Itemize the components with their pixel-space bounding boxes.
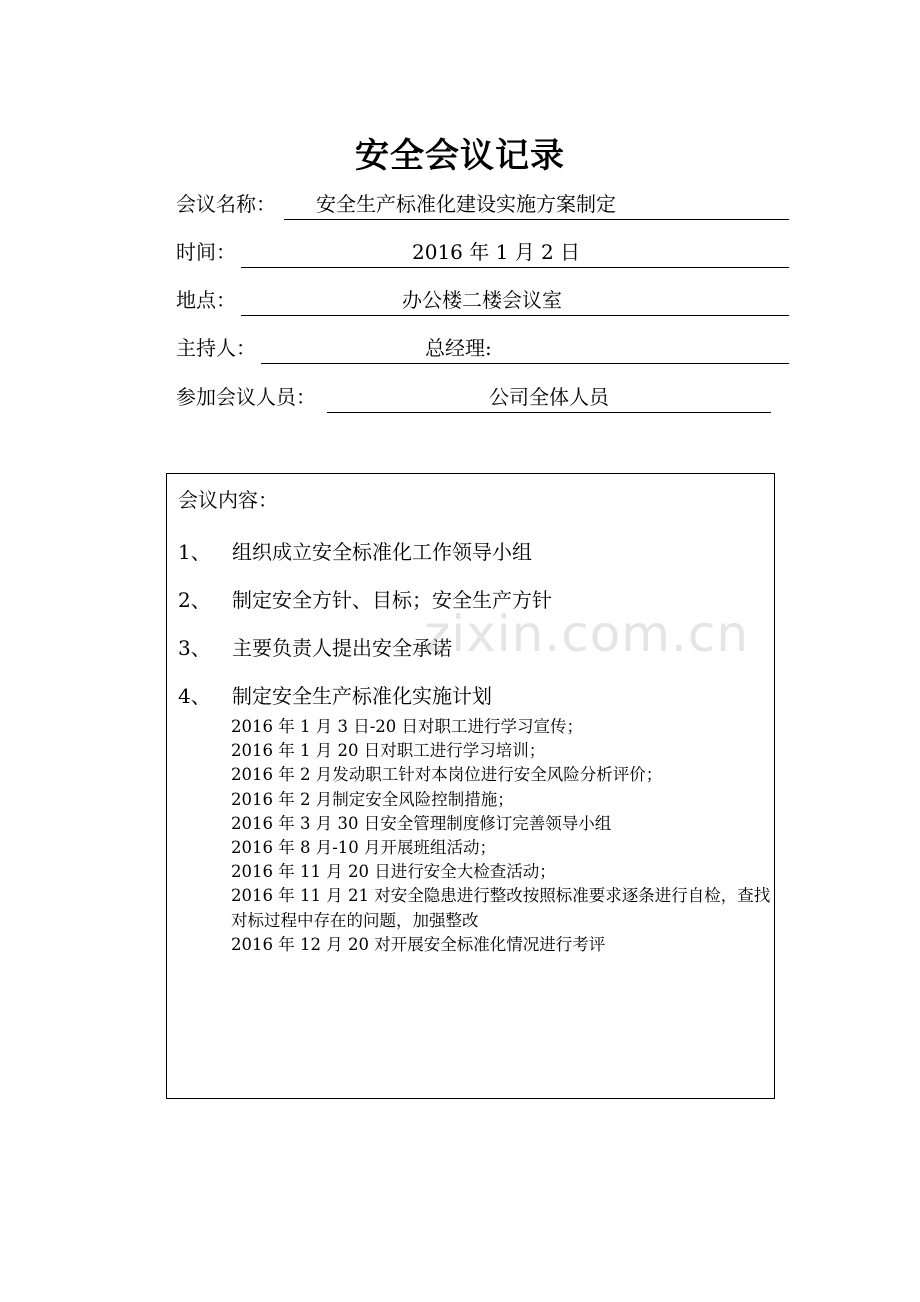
attendees-value: 公司全体人员	[489, 385, 609, 409]
content-item	[178, 680, 492, 709]
meeting-name-label: 会议名称：	[176, 192, 276, 216]
plan-line: 2016 年 1 月 3 日-20 日对职工进行学习宣传；	[231, 717, 584, 736]
plan-line: 2016 年 8 月-10 月开展班组活动；	[231, 838, 497, 858]
implementation-plan	[231, 715, 771, 957]
content-item-text: 主要负责人提出安全承诺	[232, 636, 452, 660]
plan-line: 2016 年 11 月 21 对安全隐患进行整改按照标准要求逐条进行自检，查找对标过程中存在的问题，加强整改	[231, 886, 771, 930]
content-item	[178, 536, 532, 565]
meeting-name-field	[176, 188, 789, 220]
meeting-content-heading: 会议内容：	[178, 488, 278, 512]
plan-line: 2016 年 1 月 20 日对职工进行学习培训；	[231, 741, 546, 761]
host-field	[176, 332, 789, 364]
time-label: 时间：	[176, 240, 236, 264]
content-item-number: 1、	[178, 540, 211, 564]
content-item-text: 制定安全方针、目标；安全生产方针	[232, 588, 552, 612]
plan-line: 2016 年 3 月 30 日安全管理制度修订完善领导小组	[231, 813, 612, 833]
meeting-content-box	[166, 473, 775, 1099]
plan-line: 2016 年 2 月发动职工针对本岗位进行安全风险分析评价；	[231, 765, 663, 785]
attendees-label: 参加会议人员：	[176, 385, 316, 409]
host-label: 主持人：	[176, 336, 256, 360]
content-item-number: 3、	[178, 636, 211, 660]
location-value: 办公楼二楼会议室	[402, 288, 562, 312]
plan-line: 2016 年 11 月 20 日进行安全大检查活动；	[231, 862, 556, 882]
content-item-text: 制定安全生产标准化实施计划	[232, 684, 492, 708]
content-item-number: 4、	[178, 684, 211, 708]
content-item-number: 2、	[178, 588, 211, 612]
host-value: 总经理:	[425, 336, 492, 360]
time-value: 2016 年 1 月 2 日	[412, 240, 581, 264]
attendees-field	[176, 381, 771, 413]
content-item	[178, 632, 452, 661]
host-underline	[261, 333, 789, 364]
content-item-text: 组织成立安全标准化工作领导小组	[232, 540, 532, 564]
document-title: 安全会议记录	[355, 136, 565, 176]
time-field	[176, 236, 789, 268]
plan-line: 2016 年 12 月 20 对开展安全标准化情况进行考评	[231, 934, 606, 954]
location-field	[176, 284, 789, 316]
plan-line: 2016 年 2 月制定安全风险控制措施；	[231, 789, 514, 809]
location-label: 地点：	[176, 288, 236, 312]
watermark: zixin.com.cn	[424, 605, 750, 663]
meeting-name-value: 安全生产标准化建设实施方案制定	[316, 192, 616, 216]
